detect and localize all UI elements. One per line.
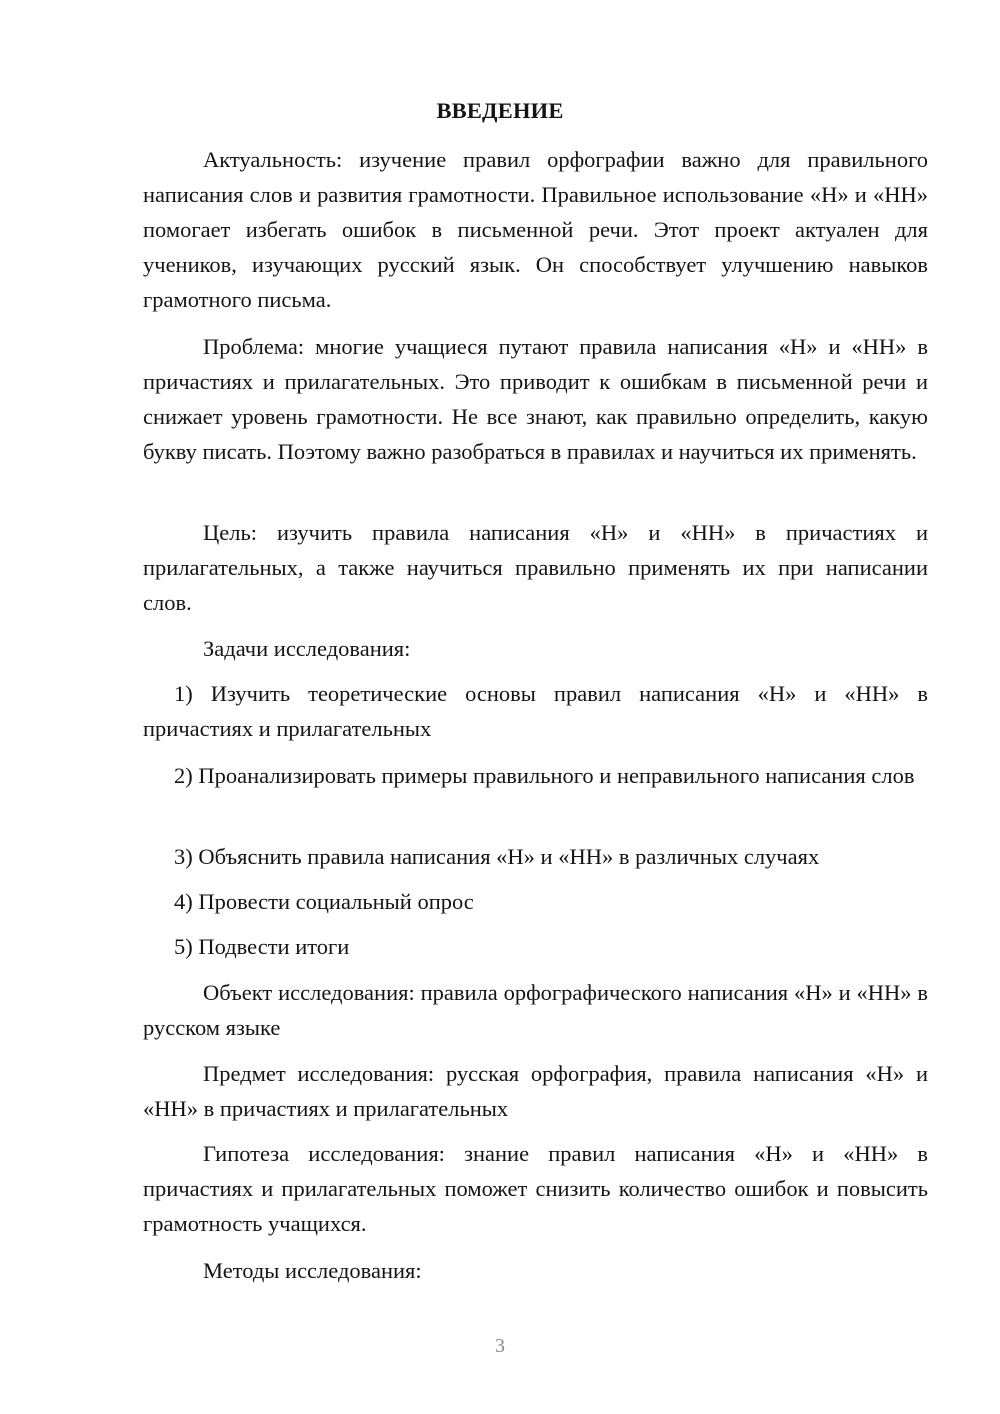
- relevance-paragraph: Актуальность: изучение правил орфографии важно для правильного написания слов и развития грамотности. Правильное использование «Н» и «НН» помогает избегать ошибок в письменной речи. Этот проект актуален для учеников, изучающих русский язык. Он способствует улучшению навыков грамотного письма.: [143, 147, 928, 312]
- page-number: 3: [495, 1335, 505, 1357]
- task-item-3: 3) Объяснить правила написания «Н» и «НН» в различных случаях: [174, 844, 820, 869]
- tasks-heading: Задачи исследования:: [203, 636, 411, 661]
- page-title: ВВЕДЕНИЕ: [436, 98, 564, 123]
- problem-paragraph: Проблема: многие учащиеся путают правила написания «Н» и «НН» в причастиях и прилагательных. Это приводит к ошибкам в письменной речи и снижает уровень грамотности. Не все знают, как правильно определить, какую букву писать. Поэтому важно разобраться в правилах и научиться их применять.: [143, 334, 928, 464]
- methods-heading: Методы исследования:: [203, 1258, 422, 1283]
- object-paragraph: Объект исследования: правила орфографического написания «Н» и «НН» в русском языке: [143, 980, 928, 1040]
- subject-paragraph: Предмет исследования: русская орфография, правила написания «Н» и «НН» в причастиях и прилагательных: [143, 1061, 928, 1121]
- task-item-5: 5) Подвести итоги: [174, 934, 350, 959]
- task-item-2: 2) Проанализировать примеры правильного и неправильного написания слов: [174, 763, 915, 788]
- task-item-1: 1) Изучить теоретические основы правил написания «Н» и «НН» в причастиях и прилагательных: [143, 681, 928, 741]
- goal-paragraph: Цель: изучить правила написания «Н» и «НН» в причастиях и прилагательных, а также научиться правильно применять их при написании слов.: [143, 520, 928, 615]
- task-item-4: 4) Провести социальный опрос: [174, 889, 474, 914]
- hypothesis-paragraph: Гипотеза исследования: знание правил написания «Н» и «НН» в причастиях и прилагательных поможет снизить количество ошибок и повысить грамотность учащихся.: [143, 1141, 928, 1236]
